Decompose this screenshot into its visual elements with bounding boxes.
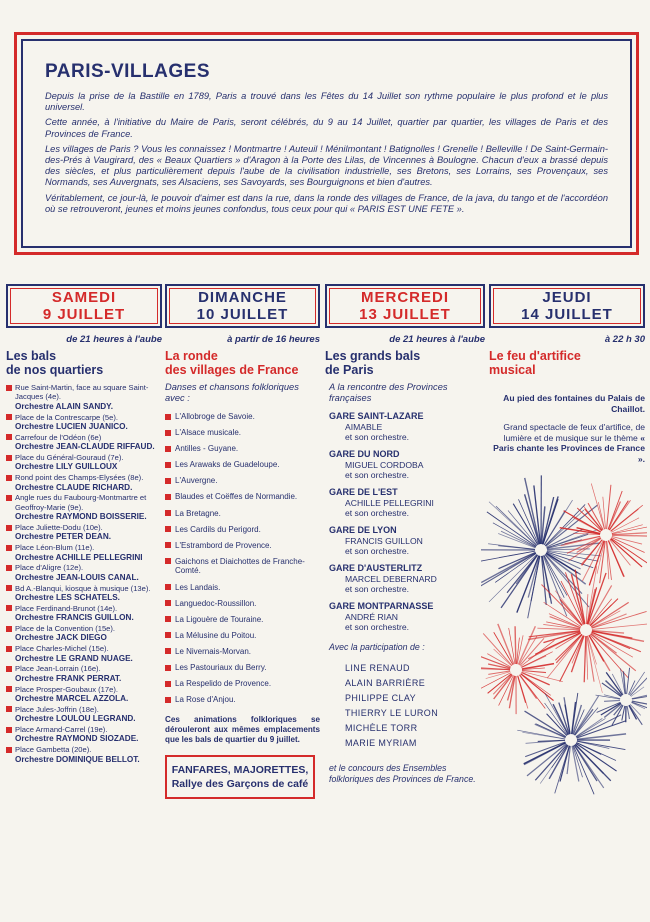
bullet-square-icon	[6, 686, 12, 692]
day-header-jeudi	[489, 284, 645, 328]
day-date: 10 JUILLET	[196, 306, 289, 323]
intro-paragraph-3: Les villages de Paris ? Vous les connaissez ! Montmartre ! Auteuil ! Ménilmontant ! Batignolles ! Grenelle ! Belleville ! De Saint-Germain-des-Prés à Vaugirard, des « Beaux Quartiers » d'Aragon à la Porte des Lilas, de Vincennes à Boulogne. Chacun d'eux a brassé depuis des siècles, et plus particulièrement depuis l'aube de la civilisation industrielle, ses Bretons, ses Lorrains, ses Provençaux, ses Normands, ses Auvergnats, ses Alsaciens, ses Savoyards, ses Bourguignons et bien d'autres.	[45, 143, 608, 188]
section-title	[165, 349, 320, 377]
gare-item	[325, 487, 485, 518]
bullet-square-icon	[6, 646, 12, 652]
bal-orchestre: Orchestre ACHILLE PELLEGRINI	[15, 552, 143, 562]
gare-sub: et son orchestre.	[345, 546, 410, 556]
fireworks-theme: « Paris chante les Provinces de France ».	[493, 432, 645, 464]
bal-orchestre: Orchestre FRANK PERRAT.	[15, 673, 122, 683]
region-name: L'Alsace musicale.	[175, 428, 241, 438]
firework-ray	[493, 523, 536, 547]
region-name: La Mélusine du Poitou.	[175, 630, 257, 640]
firework-ray	[592, 611, 647, 628]
event-time: à partir de 16 heures	[227, 334, 320, 345]
region-name: Les Arawaks de Guadeloupe.	[175, 460, 280, 470]
firework-ray	[518, 676, 526, 703]
bullet-square-icon	[165, 414, 171, 420]
bal-location	[6, 473, 162, 482]
bullet-square-icon	[165, 446, 171, 452]
bullet-square-icon	[6, 525, 12, 531]
bal-location	[6, 664, 162, 673]
region-item	[165, 695, 320, 705]
region-item	[165, 599, 320, 609]
region-item	[165, 557, 320, 576]
section-title	[6, 349, 162, 377]
gare-sub: et son orchestre.	[345, 432, 410, 442]
bal-location	[6, 563, 162, 572]
bal-location	[6, 644, 162, 653]
event-time: de 21 heures à l'aube	[66, 334, 162, 345]
firework-ray	[604, 700, 620, 701]
fanfares-box	[165, 755, 315, 799]
day-header-dimanche	[165, 284, 320, 328]
bal-orchestre: Orchestre RAYMOND BOISSERIE.	[15, 512, 147, 522]
bullet-square-icon	[165, 494, 171, 500]
region-item	[165, 460, 320, 470]
fireworks-location: Au pied des fontaines du Palais de Chaillot.	[503, 393, 645, 414]
artist-name: LINE RENAUD	[345, 663, 410, 673]
firework-ray	[577, 741, 625, 750]
column-mercredi	[325, 284, 485, 785]
gare-name: GARE DE LYON	[329, 525, 397, 535]
region-name: Blaudes et Coëffes de Normandie.	[175, 492, 298, 502]
artist-name: MARIE MYRIAM	[345, 738, 417, 748]
bal-orchestre: Orchestre JACK DIEGO	[15, 633, 107, 643]
page-title: PARIS-VILLAGES	[45, 61, 210, 82]
bal-place: Place Jean-Lorrain (16e).	[15, 664, 101, 674]
gare-sub: et son orchestre.	[345, 622, 410, 632]
column-dimanche	[165, 284, 320, 799]
bal-orchestre: Orchestre RAYMOND SIOZADE.	[15, 734, 139, 744]
bal-orchestre: Orchestre LILY GUILLOUX	[15, 462, 118, 472]
gare-artist: ANDRÉ RIAN	[345, 612, 399, 622]
day-date: 14 JUILLET	[521, 306, 613, 323]
bullet-square-icon	[165, 462, 171, 468]
gare-name: GARE DU NORD	[329, 449, 400, 459]
firework-ray	[577, 734, 626, 739]
artist-name: PHILIPPE CLAY	[345, 693, 417, 703]
bal-place: Bd A.-Blanqui, kiosque à musique (13e).	[15, 583, 151, 593]
firework-ray	[584, 506, 603, 530]
firework-ray	[627, 668, 630, 694]
bal-orchestre: Orchestre DOMINIQUE BELLOT.	[15, 754, 140, 764]
bals-list	[6, 383, 162, 764]
firework-ray	[528, 556, 539, 598]
column-samedi	[6, 284, 162, 765]
bullet-square-icon	[6, 727, 12, 733]
region-item	[165, 444, 320, 454]
bal-location	[6, 725, 162, 734]
firework-ray	[515, 626, 516, 664]
event-time: à 22 h 30	[604, 334, 645, 345]
bullet-square-icon	[165, 697, 171, 703]
artist-name: ALAIN BARRIÈRE	[345, 678, 426, 688]
bal-location	[6, 413, 162, 422]
firework-ray	[525, 478, 540, 544]
firework-ray	[632, 696, 647, 699]
bullet-square-icon	[165, 616, 171, 622]
bal-location	[6, 745, 162, 754]
bullet-square-icon	[6, 747, 12, 753]
bullet-square-icon	[165, 665, 171, 671]
firework-ray	[610, 540, 631, 566]
bal-place: Rue Saint-Martin, face au square Saint-Jacques (4e).	[15, 383, 149, 402]
firework-ray	[609, 500, 630, 530]
intro-paragraph-1: Depuis la prise de la Bastille en 1789, Paris a trouvé dans les Fêtes du 14 Juillet son rythme populaire le plus profond et le plus universel.	[45, 91, 608, 113]
region-item	[165, 679, 320, 689]
bal-place: Place Jules-Joffrin (18e).	[15, 704, 99, 714]
bal-place: Place de la Convention (15e).	[15, 624, 116, 634]
bal-orchestre: Orchestre JEAN-LOUIS CANAL.	[15, 572, 139, 582]
bullet-square-icon	[165, 558, 171, 564]
firework-ray	[611, 538, 647, 565]
bal-location	[6, 705, 162, 714]
firework-ray	[591, 483, 604, 529]
bal-location	[6, 543, 162, 552]
bullet-square-icon	[165, 526, 171, 532]
region-name: La Ligouère de Touraine.	[175, 614, 264, 624]
bal-orchestre: Orchestre LE GRAND NUAGE.	[15, 653, 133, 663]
section-title-line-1: La ronde	[165, 349, 218, 363]
fireworks-description-text: Grand spectacle de feux d'artifice, de lumière et de musique sur le thème	[503, 422, 645, 443]
firework-ray	[544, 500, 572, 545]
bullet-square-icon	[6, 455, 12, 461]
day-name: SAMEDI	[51, 289, 117, 306]
bal-location	[6, 433, 162, 442]
region-name: Les Landais.	[175, 582, 221, 592]
region-item	[165, 663, 320, 673]
bal-orchestre: Orchestre JEAN-CLAUDE RIFFAUD.	[15, 442, 155, 452]
day-name: MERCREDI	[360, 289, 449, 306]
bal-location	[6, 685, 162, 694]
bullet-square-icon	[165, 648, 171, 654]
intro-paragraph-2: Cette année, à l'initiative du Maire de Paris, seront célébrés, du 9 au 14 Juillet, quartier par quartier, les villages de Paris et des Provinces de France.	[45, 117, 608, 139]
bal-place: Place Prosper-Goubaux (17e).	[15, 684, 118, 694]
region-name: Gaichons et Diaichottes de Franche-Comté.	[175, 556, 305, 576]
bullet-square-icon	[6, 605, 12, 611]
bal-place: Place d'Aligre (12e).	[15, 563, 84, 573]
section-title-line-1: Le feu d'artifice	[489, 349, 581, 363]
region-name: L'Allobroge de Savoie.	[175, 412, 255, 421]
bal-orchestre: Orchestre ALAIN SANDY.	[15, 401, 113, 411]
bullet-square-icon	[6, 545, 12, 551]
bullet-square-icon	[165, 430, 171, 436]
gare-sub: et son orchestre.	[345, 584, 410, 594]
section-title	[489, 349, 645, 377]
region-item	[165, 492, 320, 502]
region-name: La Bretagne.	[175, 508, 221, 518]
event-time: de 21 heures à l'aube	[389, 334, 485, 345]
region-item	[165, 509, 320, 519]
bal-place: Place Charles-Michel (15e).	[15, 644, 109, 654]
bal-place: Place Ferdinand-Brunot (14e).	[15, 603, 118, 613]
firework-ray	[522, 732, 565, 739]
gare-item	[325, 449, 485, 480]
bullet-square-icon	[165, 600, 171, 606]
bullet-square-icon	[6, 434, 12, 440]
bal-location	[6, 493, 162, 512]
bal-place: Place Armand-Carrel (19e).	[15, 725, 108, 735]
firework-ray	[627, 706, 629, 719]
day-name: DIMANCHE	[198, 289, 287, 306]
bullet-square-icon	[165, 478, 171, 484]
region-item	[165, 647, 320, 657]
bullet-square-icon	[6, 706, 12, 712]
bal-orchestre: Orchestre FRANCIS GUILLON.	[15, 613, 134, 623]
region-item	[165, 583, 320, 593]
region-name: Les Pastouriaux du Berry.	[175, 663, 267, 672]
firework-ray	[584, 636, 586, 682]
region-name: Le Nivernais-Morvan.	[175, 646, 252, 656]
bal-location	[6, 584, 162, 593]
bullet-square-icon	[165, 510, 171, 516]
bal-place: Place de la Contrescarpe (5e).	[15, 412, 118, 422]
region-item	[165, 428, 320, 438]
region-name: Languedoc-Roussillon.	[175, 598, 257, 608]
artist-name: MICHÈLE TORR	[345, 723, 418, 733]
bal-place: Place Léon-Blum (11e).	[15, 543, 95, 553]
participation-label: Avec la participation de :	[329, 642, 425, 652]
bal-place: Place Gambetta (20e).	[15, 745, 92, 755]
firework-ray	[622, 706, 625, 721]
gare-sub: et son orchestre.	[345, 508, 410, 518]
region-name: Antilles - Guyane.	[175, 444, 239, 454]
gare-item	[325, 563, 485, 594]
bullet-square-icon	[165, 632, 171, 638]
section-title-line-1: Les bals	[6, 349, 57, 363]
gare-artist: MARCEL DEBERNARD	[345, 574, 437, 584]
gare-artist: AIMABLE	[345, 422, 383, 432]
intro-box	[14, 32, 639, 255]
gare-artist: MIGUEL CORDOBA	[345, 460, 424, 470]
section-title-line-2: de Paris	[325, 363, 374, 377]
section-title-line-1: Les grands bals	[325, 349, 421, 363]
gare-item	[325, 525, 485, 556]
region-name: La Rose d'Anjou.	[175, 695, 236, 705]
firework-ray	[521, 674, 551, 696]
section-subtitle: Danses et chansons folkloriques avec :	[165, 382, 299, 403]
bal-orchestre: Orchestre PETER DEAN.	[15, 532, 112, 542]
bal-orchestre: Orchestre LUCIEN JUANICO.	[15, 422, 128, 432]
fanfares-line-2: Rallye des Garçons de café	[171, 777, 309, 790]
section-title-line-2: musical	[489, 363, 536, 377]
bullet-square-icon	[6, 666, 12, 672]
bullet-square-icon	[6, 414, 12, 420]
firework-ray	[587, 566, 597, 624]
bal-orchestre: Orchestre LOULOU LEGRAND.	[15, 714, 136, 724]
section-subtitle: A la rencontre des Provinces françaises	[329, 382, 448, 403]
bullet-square-icon	[165, 584, 171, 590]
firework-ray	[592, 614, 627, 628]
gare-item	[325, 601, 485, 632]
bal-place: Place du Général-Gouraud (7e).	[15, 453, 124, 463]
gare-name: GARE DE L'EST	[329, 487, 398, 497]
fireworks-rays	[481, 475, 647, 794]
section-title-line-2: des villages de France	[165, 363, 299, 377]
region-item	[165, 615, 320, 625]
firework-ray	[517, 556, 539, 613]
region-name: L'Auvergne.	[175, 476, 218, 486]
region-name: La Respelido de Provence.	[175, 679, 272, 689]
bullet-square-icon	[6, 475, 12, 481]
day-date: 9 JUILLET	[42, 306, 126, 323]
bullet-square-icon	[6, 565, 12, 571]
region-name: L'Estrambord de Provence.	[175, 540, 272, 550]
bullet-square-icon	[6, 585, 12, 591]
gare-name: GARE D'AUSTERLITZ	[329, 563, 423, 573]
bullet-square-icon	[165, 681, 171, 687]
regions-list	[165, 412, 320, 705]
bullet-square-icon	[6, 495, 12, 501]
region-item	[165, 476, 320, 486]
intro-paragraph-4: Véritablement, ce jour-là, le pouvoir d'aimer est dans la rue, dans la ronde des villages de France, de la java, du tango et de l'accordéon où se retrouveront, jeunes et moins jeunes confondus, tous ceux pour qui « PARIS EST UNE FETE ».	[45, 192, 608, 214]
bal-location	[6, 383, 162, 402]
region-name: Les Cardils du Perigord.	[175, 524, 261, 534]
firework-ray	[612, 535, 647, 536]
firework-ray	[488, 544, 535, 550]
section-title	[325, 349, 485, 377]
bullet-square-icon	[6, 385, 12, 391]
bullet-square-icon	[6, 626, 12, 632]
folklore-note: Ces animations folkloriques se dérouleront aux mêmes emplacements que les bals de quartier du 9 juillet.	[165, 714, 320, 744]
firework-ray	[590, 634, 628, 677]
day-header-mercredi	[325, 284, 485, 328]
gares-list	[325, 411, 485, 632]
firework-ray	[612, 536, 642, 544]
bal-orchestre: Orchestre CLAUDE RICHARD.	[15, 482, 133, 492]
gare-artist: ACHILLE PELLEGRINI	[345, 498, 434, 508]
region-item	[165, 541, 320, 551]
day-date: 13 JUILLET	[359, 306, 451, 323]
bal-orchestre: Orchestre MARCEL AZZOLA.	[15, 694, 129, 704]
bullet-square-icon	[165, 542, 171, 548]
gare-name: GARE SAINT-LAZARE	[329, 411, 424, 421]
gare-item	[325, 411, 485, 442]
bal-place: Carrefour de l'Odéon (6e)	[15, 432, 102, 442]
firework-ray	[591, 634, 636, 671]
column-jeudi	[489, 284, 645, 464]
bal-place: Rond point des Champs-Elysées (8e).	[15, 473, 144, 483]
section-title-line-2: de nos quartiers	[6, 363, 104, 377]
gare-artist: FRANCIS GUILLON	[345, 536, 423, 546]
concours-text: et le concours des Ensembles folkloriques des Provinces de France.	[329, 763, 476, 784]
bal-place: Place Juliette-Dodu (10e).	[15, 523, 103, 533]
day-name: JEUDI	[542, 289, 592, 306]
bal-location	[6, 624, 162, 633]
fireworks-illustration	[481, 440, 647, 860]
region-item	[165, 525, 320, 535]
bal-location	[6, 523, 162, 532]
bal-place: Angle rues du Faubourg-Montmartre et Geoffroy-Marie (9e).	[15, 493, 147, 512]
bal-location	[6, 453, 162, 462]
bal-location	[6, 604, 162, 613]
firework-ray	[538, 740, 565, 741]
gare-name: GARE MONTPARNASSE	[329, 601, 434, 611]
region-item	[165, 631, 320, 641]
artist-name: THIERRY LE LURON	[345, 708, 439, 718]
day-header-samedi	[6, 284, 162, 328]
artists-list	[325, 661, 485, 751]
region-item	[165, 412, 320, 422]
fanfares-line-1: FANFARES, MAJORETTES,	[171, 763, 309, 776]
gare-sub: et son orchestre.	[345, 470, 410, 480]
bal-orchestre: Orchestre LES SCHATELS.	[15, 593, 120, 603]
